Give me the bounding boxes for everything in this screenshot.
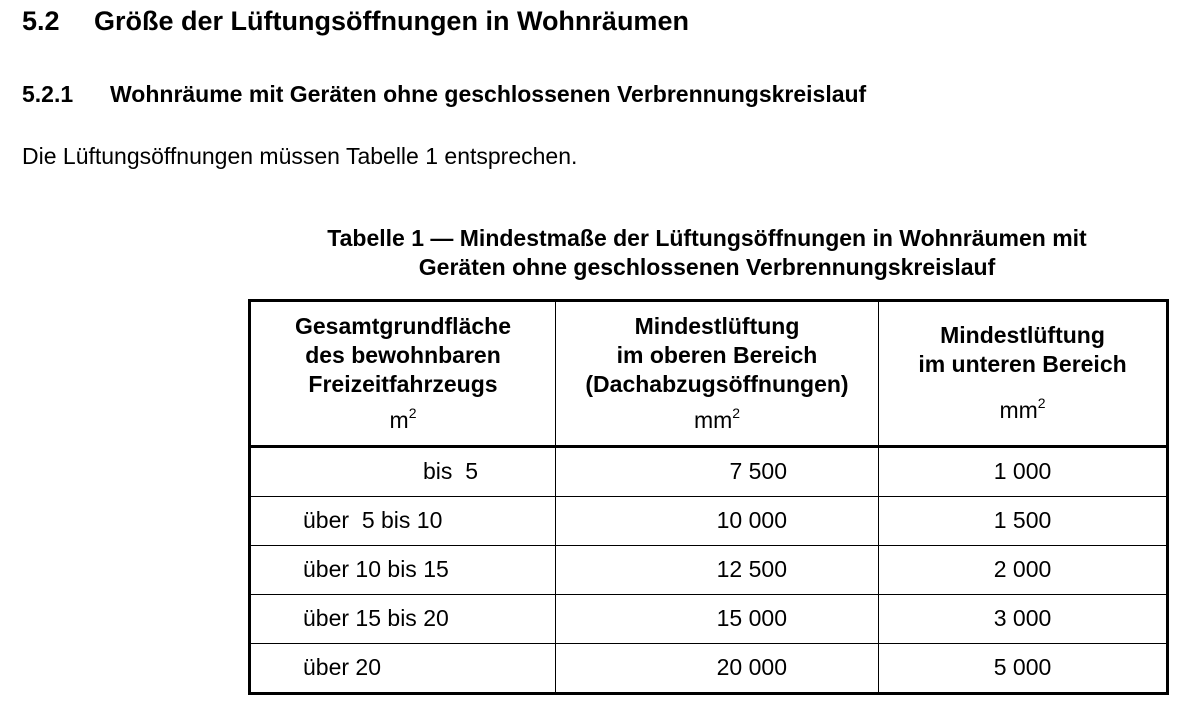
header-line: Gesamtgrundfläche [295, 312, 511, 339]
ventilation-table [248, 299, 1169, 695]
cell-text: 5 000 [993, 654, 1052, 681]
cell-text: 10 000 [716, 507, 787, 534]
header-line: im oberen Bereich [616, 341, 818, 368]
table-row [250, 446, 1168, 496]
cell-text: 20 000 [716, 654, 787, 681]
subsection-number: 5.2.1 [22, 81, 74, 107]
section-heading [22, 6, 689, 37]
header-line: Freizeitfahrzeugs [308, 370, 498, 397]
unit-base: m [389, 406, 409, 433]
cell-text: 15 000 [716, 605, 787, 632]
section-number: 5.2 [22, 6, 60, 36]
unit-base: mm [693, 406, 733, 433]
header-line: im unteren Bereich [918, 351, 1127, 378]
cell-upper-ventilation [556, 496, 879, 545]
header-line: Mindestlüftung [940, 322, 1105, 349]
cell-floor-area [250, 446, 556, 496]
header-line: des bewohnbaren [305, 341, 501, 368]
table-caption-line-2: Geräten ohne geschlossenen Verbrennungskreislauf [418, 254, 996, 280]
section-title: Größe der Lüftungsöffnungen in Wohnräumen [94, 6, 689, 36]
cell-floor-area [250, 545, 556, 594]
header-lower-ventilation [879, 301, 1168, 447]
cell-text: 1 000 [993, 458, 1052, 485]
cell-text: 3 000 [993, 605, 1052, 632]
cell-text: über 5 bis 10 [303, 507, 443, 534]
cell-text: über 20 [303, 654, 382, 681]
table-row [250, 594, 1168, 643]
header-line: Mindestlüftung [634, 312, 800, 339]
cell-text: 12 500 [716, 556, 787, 583]
cell-text: 1 500 [993, 507, 1052, 534]
header-floor-area [250, 301, 556, 447]
cell-upper-ventilation [556, 446, 879, 496]
unit-base: mm [999, 397, 1038, 424]
cell-upper-ventilation [556, 545, 879, 594]
cell-text: 2 000 [993, 556, 1052, 583]
table-caption [248, 224, 1166, 282]
unit-exponent: 2 [1037, 395, 1046, 412]
cell-lower-ventilation [879, 545, 1168, 594]
table-caption-line-1: Tabelle 1 — Mindestmaße der Lüftungsöffnungen in Wohnräumen mit [327, 225, 1087, 251]
cell-lower-ventilation [879, 594, 1168, 643]
table-row [250, 496, 1168, 545]
unit-exponent: 2 [732, 404, 741, 421]
body-paragraph: Die Lüftungsöffnungen müssen Tabelle 1 entsprechen. [22, 143, 578, 169]
header-unit [879, 389, 1166, 425]
cell-lower-ventilation [879, 496, 1168, 545]
cell-floor-area [250, 643, 556, 693]
header-line: (Dachabzugsöffnungen) [585, 370, 849, 397]
header-unit [556, 399, 878, 435]
cell-text: über 10 bis 15 [303, 556, 449, 583]
subsection-title: Wohnräume mit Geräten ohne geschlossenen Verbrennungskreislauf [110, 81, 867, 107]
cell-floor-area [250, 594, 556, 643]
cell-floor-area [250, 496, 556, 545]
cell-text: über 15 bis 20 [303, 605, 449, 632]
cell-text: bis 5 [423, 458, 478, 485]
table-row [250, 545, 1168, 594]
cell-lower-ventilation [879, 446, 1168, 496]
table-row [250, 643, 1168, 693]
cell-lower-ventilation [879, 643, 1168, 693]
unit-exponent: 2 [408, 404, 417, 421]
cell-upper-ventilation [556, 594, 879, 643]
cell-upper-ventilation [556, 643, 879, 693]
header-unit [251, 399, 555, 435]
cell-text: 7 500 [729, 458, 787, 485]
header-upper-ventilation [556, 301, 879, 447]
table-header-row [250, 301, 1168, 447]
subsection-heading [22, 81, 866, 108]
